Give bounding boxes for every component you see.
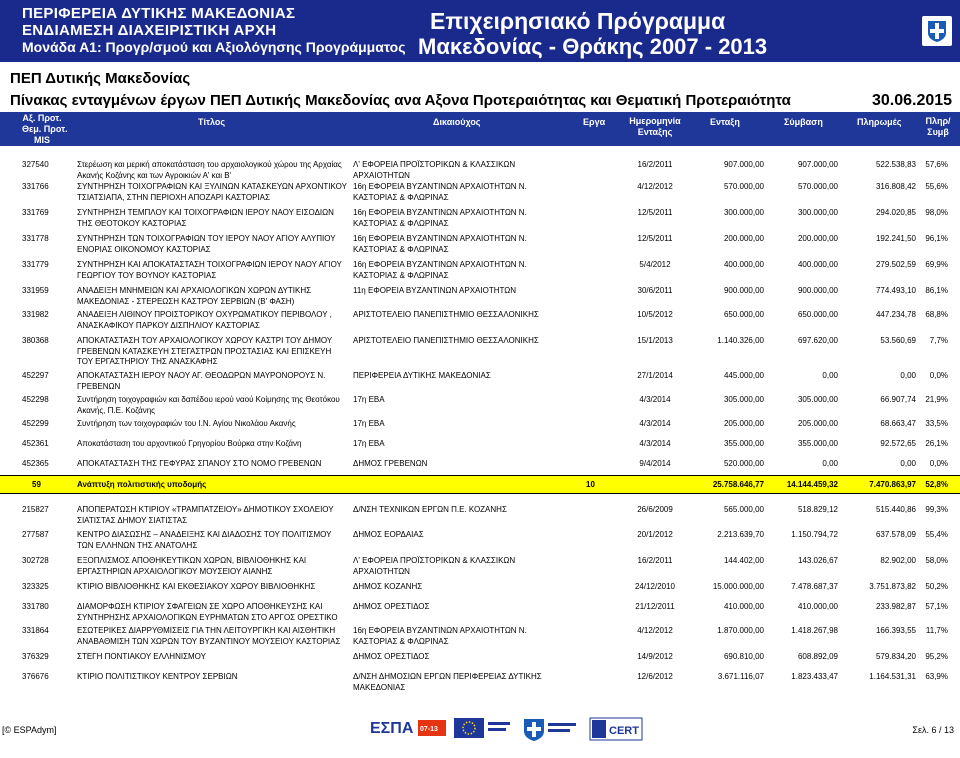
row-mis: 380368: [22, 336, 49, 345]
row-inclusion-date: 26/6/2009: [637, 505, 673, 514]
row-contract: 305.000,00: [797, 395, 838, 404]
row-contract: 205.000,00: [797, 419, 838, 428]
row-payments: 3.751.873,82: [869, 582, 916, 591]
row-contract: 1.823.433,47: [791, 672, 838, 681]
row-pay-ratio: 57,6%: [925, 160, 948, 169]
row-beneficiary: Λ' ΕΦΟΡΕΙΑ ΠΡΟΪΣΤΟΡΙΚΩΝ & ΚΛΑΣΣΙΚΩΝ ΑΡΧΑΙΟΤΗΤΩΝ: [353, 160, 516, 180]
row-title: ΔΙΑΜΟΡΦΩΣΗ ΚΤΙΡΙΟΥ ΣΦΑΓΕΙΩΝ ΣΕ ΧΩΡΟ ΑΠΟΘΗΚΕΥΣΗΣ ΚΑΙ ΣΥΝΤΗΡΗΣΗΣ ΑΡΧΑΙΟΛΟΓΙΚΩΝ ΕΥΡΗΜΑΤΩΝ ΣΤΟ ΑΡΓΟΣ ΟΡΕΣΤΙΚΟ: [77, 602, 338, 622]
subtotal-pay-ratio: 52,8%: [925, 480, 948, 489]
row-payments: 579.834,20: [875, 652, 916, 661]
row-inclusion-date: 14/9/2012: [637, 652, 673, 661]
header-banner: [0, 0, 960, 62]
row-beneficiary: ΔΗΜΟΣ ΟΡΕΣΤΙΔΟΣ: [353, 652, 430, 661]
row-title: ΣΥΝΤΗΡΗΣΗ ΤΩΝ ΤΟΙΧΟΓΡΑΦΙΩΝ ΤΟΥ ΙΕΡΟΥ ΝΑΟΥ ΑΓΙΟΥ ΑΛΥΠΙΟΥ ΕΝΟΡΙΑΣ ΟΙΚΟΝΟΜΟΥ ΚΑΣΤΟΡΙΑΣ: [77, 234, 336, 254]
row-title: ΑΠΟΚΑΤΑΣΤΑΣΗ ΙΕΡΟΥ ΝΑΟΥ ΑΓ. ΘΕΟΔΩΡΩΝ ΜΑΥΡΟΝΟΡΟΥΣ Ν. ΓΡΕΒΕΝΩΝ: [77, 371, 326, 391]
row-mis: 376329: [22, 652, 49, 661]
row-inclusion-date: 12/5/2011: [637, 234, 673, 243]
row-pay-ratio: 21,9%: [925, 395, 948, 404]
row-title: ΚΤΙΡΙΟ ΒΙΒΛΙΟΘΗΚΗΣ ΚΑΙ ΕΚΘΕΣΙΑΚΟΥ ΧΩΡΟΥ ΒΙΒΛΙΟΘΗΚΗΣ: [77, 582, 316, 591]
row-inclusion: 445.000,00: [723, 371, 764, 380]
banner-authority: ΕΝΔΙΑΜΕΣΗ ΔΙΑΧΕΙΡΙΣΤΙΚΗ ΑΡΧΗ: [22, 22, 277, 39]
column-axis: Αξ. Προτ. Θεμ. Προτ. MIS: [22, 113, 68, 145]
column-contract: Σύμβαση: [784, 117, 823, 127]
eu-flag-logo: [452, 716, 512, 742]
row-beneficiary: 16η ΕΦΟΡΕΙΑ ΒΥΖΑΝΤΙΝΩΝ ΑΡΧΑΙΟΤΗΤΩΝ Ν. ΚΑΣΤΟΡΙΑΣ & ΦΛΩΡΙΝΑΣ: [353, 182, 527, 202]
tuv-cert-logo: [588, 716, 644, 742]
row-contract: 200.000,00: [797, 234, 838, 243]
row-inclusion: 1.870.000,00: [717, 626, 764, 635]
row-title: ΑΠΟΠΕΡΑΤΩΣΗ ΚΤΙΡΙΟΥ «ΤΡΑΜΠΑΤΖΕΙΟΥ» ΔΗΜΟΤΙΚΟΥ ΣΧΟΛΕΙΟΥ ΣΙΑΤΙΣΤΑΣ ΔΗΜΟΥ ΣΙΑΤΙΣΤΑΣ: [77, 505, 334, 525]
row-beneficiary: 16η ΕΦΟΡΕΙΑ ΒΥΖΑΝΤΙΝΩΝ ΑΡΧΑΙΟΤΗΤΩΝ Ν. ΚΑΣΤΟΡΙΑΣ & ΦΛΩΡΙΝΑΣ: [353, 208, 527, 228]
row-inclusion-date: 16/2/2011: [637, 556, 673, 565]
row-inclusion: 400.000,00: [723, 260, 764, 269]
row-payments: 53.560,69: [880, 336, 916, 345]
row-title: Συντήρηση των τοιχογραφιών του Ι.Ν. Αγίου Νικολάου Ακανής: [77, 419, 296, 428]
row-inclusion: 570.000,00: [723, 182, 764, 191]
row-beneficiary: 17η ΕΒΑ: [353, 439, 385, 448]
row-payments: 447.234,78: [875, 310, 916, 319]
row-mis: 452298: [22, 395, 49, 404]
svg-text:ΕΣΠΑ: ΕΣΠΑ: [370, 720, 414, 737]
row-pay-ratio: 69,9%: [925, 260, 948, 269]
row-payments: 0,00: [900, 371, 916, 380]
page-footer: [0, 714, 960, 744]
row-payments: 68.663,47: [880, 419, 916, 428]
row-inclusion: 2.213.639,70: [717, 530, 764, 539]
row-contract: 900.000,00: [797, 286, 838, 295]
row-pay-ratio: 50,2%: [925, 582, 948, 591]
column-beneficiary: Δικαιούχος: [433, 117, 481, 127]
row-inclusion: 355.000,00: [723, 439, 764, 448]
row-payments: 66.907,74: [880, 395, 916, 404]
row-inclusion-date: 4/12/2012: [637, 626, 673, 635]
banner-program-title: Επιχειρησιακό Πρόγραμμα: [430, 8, 726, 34]
row-mis: 277587: [22, 530, 49, 539]
row-inclusion-date: 20/1/2012: [637, 530, 673, 539]
column-payments: Πληρωμές: [857, 117, 902, 127]
row-title: ΑΠΟΚΑΤΑΣΤΑΣΗ ΤΗΣ ΓΕΦΥΡΑΣ ΣΠΑΝΟΥ ΣΤΟ ΝΟΜΟ ΓΡΕΒΕΝΩΝ: [77, 459, 322, 468]
row-inclusion-date: 9/4/2014: [639, 459, 671, 468]
row-mis: 452361: [22, 439, 49, 448]
row-pay-ratio: 96,1%: [925, 234, 948, 243]
subtotal-row: [0, 475, 960, 494]
row-inclusion: 520.000,00: [723, 459, 764, 468]
row-beneficiary: ΔΗΜΟΣ ΓΡΕΒΕΝΩΝ: [353, 459, 428, 468]
row-payments: 82.902,00: [880, 556, 916, 565]
row-beneficiary: 11η ΕΦΟΡΕΙΑ ΒΥΖΑΝΤΙΝΩΝ ΑΡΧΑΙΟΤΗΤΩΝ: [353, 286, 516, 295]
banner-program-subtitle: Μακεδονίας - Θράκης 2007 - 2013: [418, 34, 768, 59]
row-payments: 166.393,55: [875, 626, 916, 635]
row-pay-ratio: 11,7%: [925, 626, 948, 635]
row-contract: 410.000,00: [797, 602, 838, 611]
banner-region: ΠΕΡΙΦΕΡΕΙΑ ΔΥΤΙΚΗΣ ΜΑΚΕΔΟΝΙΑΣ: [22, 5, 296, 22]
row-title: Αποκατάσταση του αρχοντικού Γρηγορίου Βούρκα στην Κοζάνη: [77, 439, 302, 448]
row-pay-ratio: 98,0%: [925, 208, 948, 217]
row-mis: 452297: [22, 371, 49, 380]
row-beneficiary: ΑΡΙΣΤΟΤΕΛΕΙΟ ΠΑΝΕΠΙΣΤΗΜΙΟ ΘΕΣΣΑΛΟΝΙΚΗΣ: [353, 336, 539, 345]
row-payments: 774.493,10: [875, 286, 916, 295]
page-title: ΠΕΠ Δυτικής Μακεδονίας: [10, 70, 191, 87]
row-inclusion-date: 4/3/2014: [639, 419, 671, 428]
row-contract: 1.150.794,72: [791, 530, 838, 539]
row-mis: 452299: [22, 419, 49, 428]
row-payments: 522.538,83: [875, 160, 916, 169]
row-title: ΣΥΝΤΗΡΗΣΗ ΚΑΙ ΑΠΟΚΑΤΑΣΤΑΣΗ ΤΟΙΧΟΓΡΑΦΙΩΝ ΙΕΡΟΥ ΝΑΟΥ ΑΓΙΟΥ ΓΕΩΡΓΙΟΥ ΤΟΥ ΒΟΥΝΟΥ ΚΑΣΤΟΡΙΑΣ: [77, 260, 342, 280]
row-contract: 608.892,09: [797, 652, 838, 661]
row-mis: 302728: [22, 556, 49, 565]
row-title: ΕΞΟΠΛΙΣΜΟΣ ΑΠΟΘΗΚΕΥΤΙΚΩΝ ΧΩΡΩΝ, ΒΙΒΛΙΟΘΗΚΗΣ ΚΑΙ ΕΡΓΑΣΤΗΡΙΩΝ ΑΡΧΑΙΟΛΟΓΙΚΟΥ ΜΟΥΣΕΙΟΥ ΑΙΑΝΗΣ: [77, 556, 307, 576]
row-contract: 570.000,00: [797, 182, 838, 191]
greek-republic-logo: [520, 716, 580, 742]
column-inclusion: Ενταξη: [710, 117, 740, 127]
row-title: ΕΣΩΤΕΡΙΚΕΣ ΔΙΑΡΡΥΘΜΙΣΕΙΣ ΓΙΑ ΤΗΝ ΛΕΙΤΟΥΡΓΙΚΗ ΚΑΙ ΑΙΣΘΗΤΙΚΗ ΑΝΑΒΑΘΜΙΣΗ ΤΩΝ ΧΩΡΩΝ ΤΟΥ ΒΥΖΑΝΤΙΝΟΥ ΜΟΥΣΕΙΟΥ ΚΑΣΤΟΡΙΑΣ: [77, 626, 341, 646]
row-inclusion: 15.000.000,00: [712, 582, 764, 591]
subtotal-inclusion: 25.758.646,77: [712, 480, 764, 489]
row-beneficiary: 16η ΕΦΟΡΕΙΑ ΒΥΖΑΝΤΙΝΩΝ ΑΡΧΑΙΟΤΗΤΩΝ Ν. ΚΑΣΤΟΡΙΑΣ & ΦΛΩΡΙΝΑΣ: [353, 234, 527, 254]
row-pay-ratio: 0,0%: [929, 459, 948, 468]
row-pay-ratio: 58,0%: [925, 556, 948, 565]
row-pay-ratio: 57,1%: [925, 602, 948, 611]
row-inclusion: 3.671.116,07: [717, 672, 764, 681]
row-mis: 376676: [22, 672, 49, 681]
report-date: 30.06.2015: [872, 92, 953, 109]
row-beneficiary: ΔΗΜΟΣ ΕΟΡΔΑΙΑΣ: [353, 530, 424, 539]
svg-text:07-13: 07-13: [420, 726, 438, 733]
row-inclusion-date: 15/1/2013: [637, 336, 673, 345]
row-title: ΑΝΑΔΕΙΞΗ ΜΝΗΜΕΙΩΝ ΚΑΙ ΑΡΧΑΙΟΛΟΓΙΚΩΝ ΧΩΡΩΝ ΔΥΤΙΚΗΣ ΜΑΚΕΔΟΝΙΑΣ - ΣΤΕΡΕΩΣΗ ΚΑΣΤΡΟΥ ΣΕΡΒΙΩΝ (Β' ΦΑΣΗ): [77, 286, 312, 306]
row-title: ΣΥΝΤΗΡΗΣΗ ΤΟΙΧΟΓΡΑΦΙΩΝ ΚΑΙ ΞΥΛΙΝΩΝ ΚΑΤΑΣΚΕΥΩΝ ΑΡΧΟΝΤΙΚΟΥ ΤΣΙΑΤΣΙΑΠΑ, ΣΤΗΝ ΠΕΡΙΟΧΗ ΑΠΟΖΑΡΙ ΚΑΣΤΟΡΙΑΣ: [77, 182, 347, 202]
row-title: ΚΤΙΡΙΟ ΠΟΛΙΤΙΣΤΙΚΟΥ ΚΕΝΤΡΟΥ ΣΕΡΒΙΩΝ: [77, 672, 238, 681]
row-inclusion: 1.140.326,00: [717, 336, 764, 345]
row-pay-ratio: 95,2%: [925, 652, 948, 661]
table-header: [0, 112, 960, 146]
row-inclusion: 565.000,00: [723, 505, 764, 514]
footer-copyright: [© ESPAdym]: [2, 725, 57, 735]
row-beneficiary: 16η ΕΦΟΡΕΙΑ ΒΥΖΑΝΤΙΝΩΝ ΑΡΧΑΙΟΤΗΤΩΝ Ν. ΚΑΣΤΟΡΙΑΣ & ΦΛΩΡΙΝΑΣ: [353, 260, 527, 280]
row-contract: 400.000,00: [797, 260, 838, 269]
row-contract: 0,00: [822, 371, 838, 380]
row-beneficiary: 17η ΕΒΑ: [353, 419, 385, 428]
row-beneficiary: ΠΕΡΙΦΕΡΕΙΑ ΔΥΤΙΚΗΣ ΜΑΚΕΔΟΝΙΑΣ: [353, 371, 491, 380]
row-inclusion: 305.000,00: [723, 395, 764, 404]
row-mis: 331959: [22, 286, 49, 295]
row-inclusion-date: 4/3/2014: [639, 395, 671, 404]
row-mis: 331778: [22, 234, 49, 243]
row-pay-ratio: 33,5%: [925, 419, 948, 428]
subtotal-payments: 7.470.863,97: [869, 480, 916, 489]
row-inclusion-date: 10/5/2012: [637, 310, 673, 319]
row-payments: 0,00: [900, 459, 916, 468]
row-inclusion: 300.000,00: [723, 208, 764, 217]
row-inclusion-date: 27/1/2014: [637, 371, 673, 380]
svg-text:CERT: CERT: [609, 725, 639, 737]
page-subtitle: Πίνακας ενταγμένων έργων ΠΕΠ Δυτικής Μακεδονίας ανα Αξονα Προτεραιότητας και Θεματική Προτεραιότητα: [10, 92, 791, 109]
row-inclusion: 900.000,00: [723, 286, 764, 295]
row-inclusion: 907.000,00: [723, 160, 764, 169]
row-beneficiary: Δ/ΝΣΗ ΔΗΜΟΣΙΩΝ ΕΡΓΩΝ ΠΕΡΙΦΕΡΕΙΑΣ ΔΥΤΙΚΗΣ ΜΑΚΕΔΟΝΙΑΣ: [353, 672, 542, 692]
row-inclusion-date: 24/12/2010: [634, 582, 676, 591]
row-title: Στερέωση και μερική αποκατάσταση του αρχαιολογικού χώρου της Αρχαίας Ακανής Κοζάνης και των Αγροικιών Α' και Β': [77, 160, 342, 180]
row-pay-ratio: 63,9%: [925, 672, 948, 681]
row-contract: 1.418.267,98: [791, 626, 838, 635]
row-pay-ratio: 55,6%: [925, 182, 948, 191]
row-title: Συντήρηση τοιχογραφιών και δαπέδου ιερού ναού Κοίμησης της Θεοτόκου Ακανής, Π.Ε. Κοζάνης: [77, 395, 340, 415]
subtotal-projects: 10: [586, 480, 595, 489]
subtotal-contract: 14.144.459,32: [786, 480, 838, 489]
row-mis: 331779: [22, 260, 49, 269]
row-inclusion-date: 21/12/2011: [635, 602, 675, 611]
row-payments: 279.502,59: [875, 260, 916, 269]
row-beneficiary: ΑΡΙΣΤΟΤΕΛΕΙΟ ΠΑΝΕΠΙΣΤΗΜΙΟ ΘΕΣΣΑΛΟΝΙΚΗΣ: [353, 310, 539, 319]
row-mis: 323325: [22, 582, 49, 591]
row-contract: 697.620,00: [797, 336, 838, 345]
row-beneficiary: Δ/ΝΣΗ ΤΕΧΝΙΚΩΝ ΕΡΓΩΝ Π.Ε. ΚΟΖΑΝΗΣ: [353, 505, 507, 514]
row-beneficiary: 16η ΕΦΟΡΕΙΑ ΒΥΖΑΝΤΙΝΩΝ ΑΡΧΑΙΟΤΗΤΩΝ Ν. ΚΑΣΤΟΡΙΑΣ & ΦΛΩΡΙΝΑΣ: [353, 626, 527, 646]
row-contract: 907.000,00: [797, 160, 838, 169]
row-inclusion: 690.810,00: [723, 652, 764, 661]
row-contract: 300.000,00: [797, 208, 838, 217]
row-mis: 331982: [22, 310, 49, 319]
row-mis: 215827: [22, 505, 49, 514]
row-title: ΣΤΕΓΗ ΠΟΝΤΙΑΚΟΥ ΕΛΛΗΝΙΣΜΟΥ: [77, 652, 206, 661]
banner-unit: Μονάδα Α1: Προγρ/σμού και Αξιολόγησης Προγράμματος: [22, 39, 406, 55]
row-inclusion-date: 12/5/2011: [637, 208, 673, 217]
row-inclusion-date: 30/6/2011: [637, 286, 673, 295]
row-title: ΣΥΝΤΗΡΗΣΗ ΤΕΜΠΛΟΥ ΚΑΙ ΤΟΙΧΟΓΡΑΦΙΩΝ ΙΕΡΟΥ ΝΑΟΥ ΕΙΣΟΔΙΩΝ ΤΗΣ ΘΕΟΤΟΚΟΥ ΚΑΣΤΟΡΙΑΣ: [77, 208, 334, 228]
row-mis: 331766: [22, 182, 49, 191]
row-inclusion: 650.000,00: [723, 310, 764, 319]
row-mis: 327540: [22, 160, 49, 169]
row-inclusion: 144.402,00: [723, 556, 764, 565]
row-payments: 233.982,87: [875, 602, 916, 611]
row-payments: 637.578,09: [875, 530, 916, 539]
row-inclusion-date: 5/4/2012: [639, 260, 671, 269]
greek-emblem-icon: [922, 16, 952, 46]
row-pay-ratio: 68,8%: [925, 310, 948, 319]
row-payments: 192.241,50: [875, 234, 916, 243]
row-payments: 92.572,65: [880, 439, 916, 448]
row-title: ΑΠΟΚΑΤΑΣΤΑΣΗ ΤΟΥ ΑΡΧΑΙΟΛΟΓΙΚΟΥ ΧΩΡΟΥ ΚΑΣΤΡΙ ΤΟΥ ΔΗΜΟΥ ΓΡΕΒΕΝΩΝ ΚΑΤΑΣΚΕΥΗ ΣΤΕΓΑΣΤΡΩΝ ΠΡΟΣΤΑΣΙΑΣ ΚΑΙ ΕΠΙΣΚΕΥΗ ΤΟΥ ΕΡΓΑΣΤΗΡΙΟΥ ΤΗΣ ΑΝΑΣΚΑΦΗΣ: [77, 336, 333, 366]
row-contract: 0,00: [822, 459, 838, 468]
row-beneficiary: Λ' ΕΦΟΡΕΙΑ ΠΡΟΪΣΤΟΡΙΚΩΝ & ΚΛΑΣΣΙΚΩΝ ΑΡΧΑΙΟΤΗΤΩΝ: [353, 556, 516, 576]
row-inclusion: 200.000,00: [723, 234, 764, 243]
row-pay-ratio: 26,1%: [925, 439, 948, 448]
subtotal-title: Ανάπτυξη πολιτιστικής υποδομής: [77, 480, 207, 489]
row-contract: 143.026,67: [797, 556, 838, 565]
subtotal-code: 59: [32, 480, 41, 489]
row-payments: 316.808,42: [875, 182, 916, 191]
page-number: Σελ. 6 / 13: [912, 725, 954, 735]
row-beneficiary: ΔΗΜΟΣ ΚΟΖΑΝΗΣ: [353, 582, 423, 591]
row-inclusion-date: 4/3/2014: [639, 439, 671, 448]
row-mis: 331769: [22, 208, 49, 217]
row-pay-ratio: 55,4%: [925, 530, 948, 539]
row-mis: 452365: [22, 459, 49, 468]
row-pay-ratio: 0,0%: [929, 371, 948, 380]
espa-logo: [368, 716, 448, 742]
row-inclusion: 205.000,00: [723, 419, 764, 428]
column-inclusion-date: Ημερομηνία Ενταξης: [629, 116, 681, 137]
row-payments: 294.020,85: [875, 208, 916, 217]
row-pay-ratio: 99,3%: [925, 505, 948, 514]
row-mis: 331864: [22, 626, 49, 635]
row-beneficiary: 17η ΕΒΑ: [353, 395, 385, 404]
row-pay-ratio: 7,7%: [929, 336, 948, 345]
row-mis: 331780: [22, 602, 49, 611]
column-pay-ratio: Πληρ/ Συμβ: [925, 116, 951, 137]
row-title: ΑΝΑΔΕΙΞΗ ΛΙΘΙΝΟΥ ΠΡΟΙΣΤΟΡΙΚΟΥ ΟΧΥΡΩΜΑΤΙΚΟΥ ΠΕΡΙΒΟΛΟΥ , ΑΝΑΣΚΑΦΙΚΟΥ ΠΑΡΚΟΥ ΔΙΣΠΗΛΙΟΥ ΚΑΣΤΟΡΙΑΣ: [77, 310, 332, 330]
row-contract: 650.000,00: [797, 310, 838, 319]
row-payments: 515.440,86: [875, 505, 916, 514]
column-projects: Εργα: [583, 117, 606, 127]
row-payments: 1.164.531,31: [869, 672, 916, 681]
row-inclusion-date: 12/6/2012: [637, 672, 673, 681]
row-inclusion-date: 16/2/2011: [637, 160, 673, 169]
column-title: Τίτλος: [198, 117, 226, 127]
row-contract: 7.478.687,37: [791, 582, 838, 591]
row-inclusion-date: 4/12/2012: [637, 182, 673, 191]
row-contract: 518.829,12: [797, 505, 838, 514]
row-inclusion: 410.000,00: [723, 602, 764, 611]
row-contract: 355.000,00: [797, 439, 838, 448]
row-pay-ratio: 86,1%: [925, 286, 948, 295]
row-beneficiary: ΔΗΜΟΣ ΟΡΕΣΤΙΔΟΣ: [353, 602, 430, 611]
row-title: ΚΕΝΤΡΟ ΔΙΑΣΩΣΗΣ – ΑΝΑΔΕΙΞΗΣ ΚΑΙ ΔΙΑΔΟΣΗΣ ΤΟΥ ΠΟΛΙΤΙΣΜΟΥ ΤΩΝ ΕΛΛΗΝΩΝ ΤΗΣ ΑΝΑΤΟΛΗΣ: [77, 530, 332, 550]
